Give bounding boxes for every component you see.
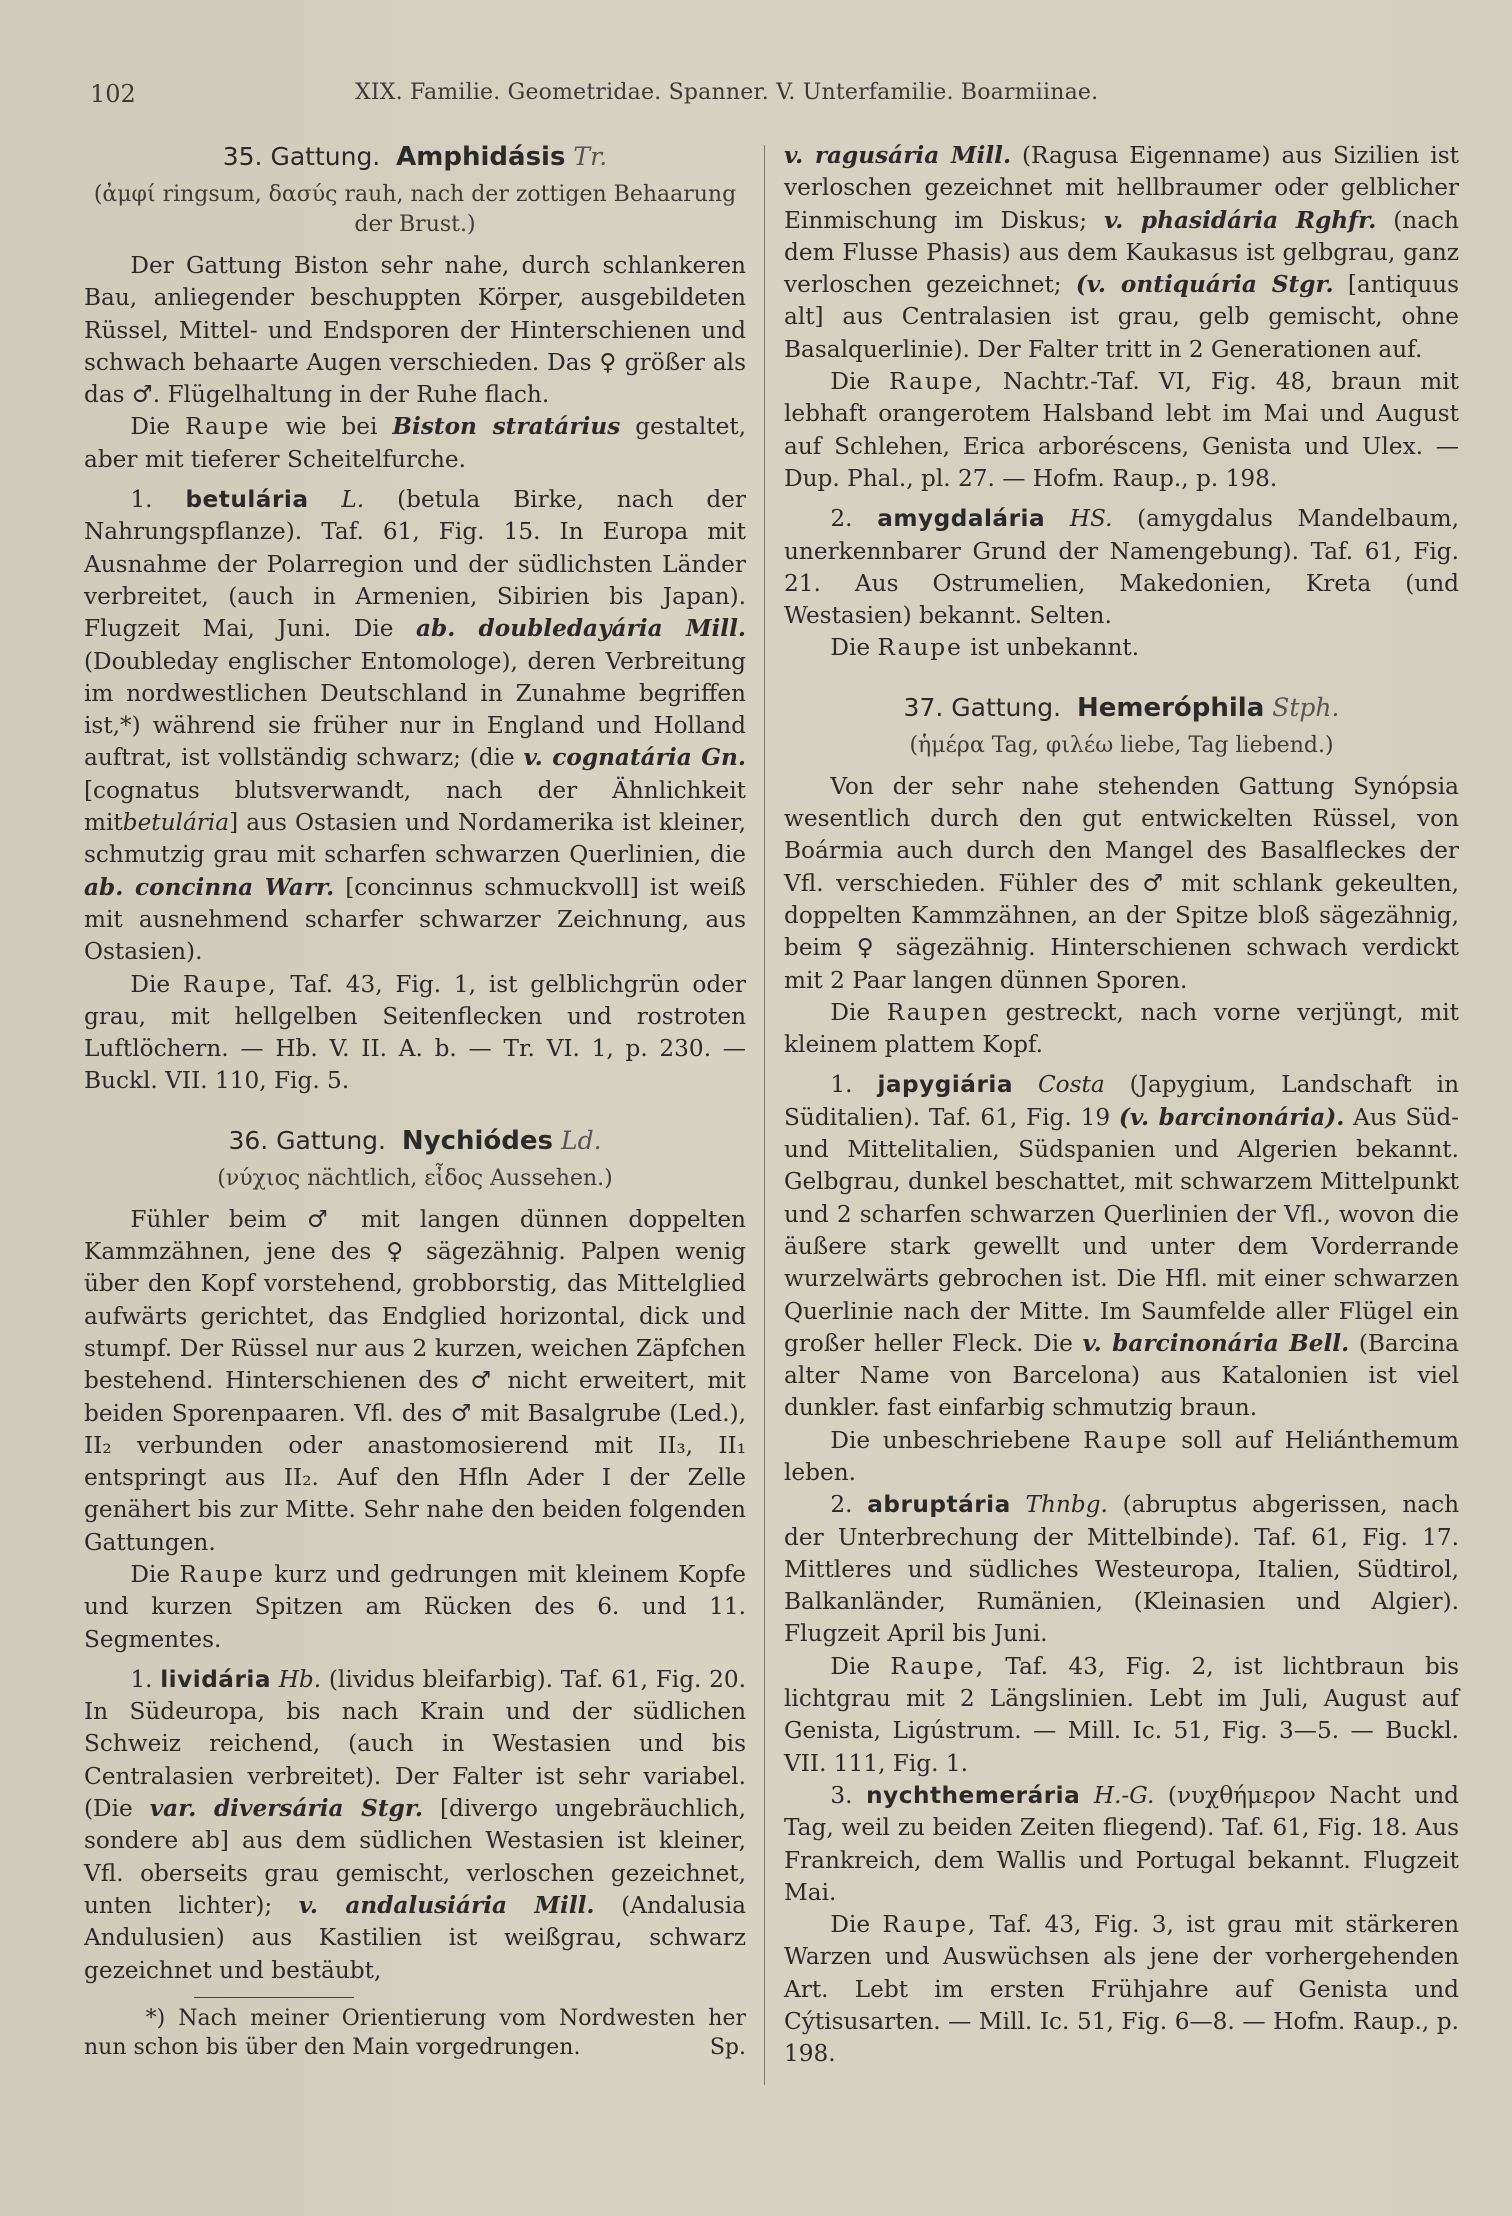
species-entry-nychthemeraria <box>784 1780 1459 1909</box>
page-number: 102 <box>90 80 136 108</box>
variety-name: v. cognatária Gn. <box>523 744 746 772</box>
species-number: 3. <box>830 1781 853 1809</box>
continuation-lividaria <box>784 140 1459 366</box>
species-author: L. <box>341 486 365 514</box>
species-entry-abruptaria <box>784 1489 1459 1650</box>
genus-larva-37 <box>784 997 1459 1062</box>
species-name: nychthemerária <box>866 1781 1081 1809</box>
text-span: Aus Süd- und Mittelitalien, Südspanien und Algerien bekannt. Gelbgrau, dunkel beschattet, mit schwarzem Mittelpunkt und 2 scharfen schwarzen Querlinien der Vfl., wovon die äußere stark gewellt und unter dem Vorderrande wurzelwärts gebrochen ist. Die Hfl. mit einer schwarzen Querlinie nach der Mitte. Im Saumfelde aller Flügel ein großer heller Fleck. Die <box>784 1103 1459 1357</box>
species-number: 1. <box>830 1071 853 1099</box>
species-entry-lividaria <box>84 1664 746 1987</box>
genus-number: 37. Gattung. <box>903 692 1062 722</box>
right-column <box>784 140 1459 2071</box>
text-span: Die <box>830 368 871 396</box>
text-span: wie bei <box>285 413 378 441</box>
variety-name: v. phasidária Rghfr. <box>1104 206 1377 234</box>
text-span: Taf. 43, Fig. 3, ist grau mit stärkeren Warzen und Auswüchsen als jene der vorhergehenden Art. Lebt im ersten Frühjahre auf Genista und Cýtisusarten. — Mill. Ic. 51, Fig. 6—8. — Hofm. Raup., p. 198. <box>784 1911 1460 2068</box>
running-title: XIX. Familie. Geometridae. Spanner. V. Unterfamilie. Boarmiinae. <box>355 80 1099 105</box>
text-span: Die <box>830 634 871 662</box>
species-larva-lividaria <box>784 366 1459 495</box>
variety-name: v. andalusiária Mill. <box>298 1891 595 1919</box>
text-span: (νυχθήμερον Nacht und Tag, weil zu beiden Zeiten fliegend). Taf. 61, Fig. 18. Aus Frankreich, dem Wallis und Portugal bekannt. Flugzeit Mai. <box>784 1781 1459 1906</box>
genus-name: Hemeróphila <box>1076 692 1265 723</box>
text-span: (Doubleday englischer Entomologe), deren Verbreitung im nordwestlichen Deutschland in Zunahme begriffen ist,*) während sie früher nur in England und Holland auftrat, ist vollständig schwarz; (die <box>84 647 746 772</box>
genus-description-36: Fühler beim ♂ mit langen dünnen doppelten Kammzähnen, jene des ♀ sägezähnig. Palpen wenig über den Kopf vorstehend, grobborstig, das Mittelglied aufwärts gerichtet, das Endglied horizontal, dick und stumpf. Der Rüssel nur aus 2 kurzen, weichen Zäpfchen bestehend. Hinterschienen des ♂ nicht erweitert, mit beiden Sporenpaaren. Vfl. des ♂ mit Basalgrube (Led.), II₂ verbunden oder anastomosierend mit II₃, II₁ entspringt aus II₂. Auf den Hfln Ader I der Zelle genähert bis zur Mitte. Sehr nahe den beiden folgenden Gattungen. <box>84 1205 746 1556</box>
species-author: HS. <box>1069 505 1113 533</box>
species-entry-betularia <box>84 484 746 968</box>
text-span: gestaltet, aber mit tieferer Scheitelfurche. <box>84 413 747 473</box>
species-name: betulária <box>185 486 309 514</box>
genus-description-37: Von der sehr nahe stehenden Gattung Synópsia wesentlich durch den gut entwickelten Rüssel, von Boármia auch durch den Mangel des Basalfleckes der Vfl. verschieden. Fühler des ♂ mit schlank gekeulten, doppelten Kammzähnen, an der Spitze bloß sägezähnig, beim ♀ sägezähnig. Hinterschienen schwach verdickt mit 2 Paar langen dünnen Sporen. <box>784 772 1459 994</box>
larva-term: Raupe, <box>889 368 984 396</box>
text-span: [concinnus schmuckvoll] ist weiß mit ausnehmend scharfer schwarzer Zeichnung, aus Ostasien). <box>84 873 746 966</box>
text-span: (lividus bleifarbig). Taf. 61, Fig. 20. In Südeuropa, bis nach Krain und der südlichen Schweiz reichend, (auch in Westasien und bis Centralasien verbreitet). Der Falter ist sehr variabel. (Die <box>84 1665 746 1823</box>
genus-name: Amphidásis <box>396 142 566 172</box>
genus-number: 35. Gattung. <box>222 142 381 171</box>
species-name: japygiária <box>877 1071 1013 1099</box>
larva-term: Raupe, <box>882 1911 978 1939</box>
text-span: kurz und gedrungen mit kleinem Kopfe und kurzen Spitzen am Rücken des 6. und 11. Segmentes. <box>84 1560 746 1653</box>
species-author: H.-G. <box>1093 1781 1155 1809</box>
genus-etymology-37: (ἡμέρα Tag, φιλέω liebe, Tag liebend.) <box>909 732 1334 758</box>
genus-number: 36. Gattung. <box>228 1125 386 1155</box>
genus-heading-37 <box>784 691 1459 725</box>
text-span: Die <box>130 970 171 998</box>
species-larva-nychthemeraria <box>784 1909 1459 2070</box>
genus-larva-35 <box>84 411 746 476</box>
footnote-text: *) Nach meiner Orientierung vom Nordwesten her nun schon bis über den Main vorgedrungen. <box>84 2005 746 2060</box>
text-span: (Japygium, Landschaft in Süditalien). Taf. 61, Fig. 19 <box>784 1071 1460 1131</box>
text-span: Die <box>130 1560 171 1588</box>
genus-heading-35 <box>84 140 746 174</box>
text-span: (betula Birke, nach der Nahrungspflanze). Taf. 61, Fig. 15. In Europa mit Ausnahme der Polarregion und der südlichsten Länder verbreitet, (auch in Armenien, Sibirien bis Japan). Flugzeit Mai, Juni. Die <box>84 486 746 643</box>
text-span: (amygdalus Mandelbaum, unerkennbarer Grund der Namengebung). Taf. 61, Fig. 21. Aus Ostrumelien, Makedonien, Kreta (und Westasien) bekannt. Selten. <box>784 505 1459 630</box>
species-entry-japygiaria <box>784 1069 1459 1424</box>
genus-larva-36 <box>84 1559 746 1656</box>
genus-author: Tr. <box>573 142 608 171</box>
text-span: Nachtr.-Taf. VI, Fig. 48, braun mit lebhaft orangerotem Halsband lebt im Mai und August auf Schlehen, Erica arboréscens, Genista und Ulex. — Dup. Phal., pl. 27. — Hofm. Raup., p. 198. <box>784 368 1459 492</box>
genus-etymology-35: (ἀμφί ringsum, δασύς rauh, nach der zottigen Behaarung der Brust.) <box>93 182 737 237</box>
text-span: Die <box>830 1652 871 1680</box>
species-larva-betularia <box>84 969 746 1098</box>
aberration-name: ab. concinna Warr. <box>84 873 335 901</box>
taxon-ref: betulária <box>122 809 230 837</box>
text-span: (Ragusa Eigenname) aus Sizilien ist verloschen gezeichnet mit hellbraumer oder gelblicher Einmischung im Diskus; <box>784 142 1459 234</box>
larva-term: Raupe <box>179 1560 265 1588</box>
species-name: amygdalária <box>877 505 1046 533</box>
text-span: [antiquus alt] aus Centralasien ist grau, gelb gemischt, ohne Basalquerlinie). Der Falter tritt in 2 Generationen auf. <box>784 271 1460 363</box>
text-span: Die <box>830 998 871 1026</box>
text-span: Die <box>830 1911 871 1939</box>
larva-term: Raupe <box>185 413 271 441</box>
species-author: Thnbg. <box>1025 1491 1108 1519</box>
species-number: 2. <box>830 1491 853 1519</box>
genus-heading-36 <box>84 1124 746 1158</box>
text-span: [cognatus blutsverwandt, nach der Ähnlichkeit mit <box>84 776 746 837</box>
larva-term: Raupe, <box>182 970 278 998</box>
text-span: ist unbekannt. <box>970 634 1140 662</box>
larva-term: Raupen <box>886 998 989 1026</box>
text-span: Die unbeschriebene <box>830 1426 1071 1454</box>
species-larva-abruptaria <box>784 1651 1459 1780</box>
species-entry-amygdalaria <box>784 503 1459 632</box>
text-span: [divergo ungebräuchlich, sondere ab] aus dem südlichen Westasien ist kleiner, Vfl. oberseits grau gemischt, verloschen gezeichnet, unten lichter); <box>84 1795 747 1919</box>
taxon-ref: Biston stratárius <box>392 413 621 441</box>
column-divider <box>764 145 765 2085</box>
genus-author: Stph. <box>1272 692 1340 722</box>
species-name: lividária <box>160 1665 271 1693</box>
species-number: 1. <box>130 486 153 514</box>
variety-name: var. diversária Stgr. <box>149 1795 424 1823</box>
aberration-name: ab. doubledayária Mill. <box>416 615 746 643</box>
text-span: (abruptus abgerissen, nach der Unterbrechung der Mittelbinde). Taf. 61, Fig. 17. Mittleres und südliches Westeuropa, Italien, Südtirol, Balkanländer, Rumänien, (Kleinasien und Algier). Flugzeit April bis Juni. <box>784 1491 1460 1648</box>
larva-term: Raupe <box>877 634 963 662</box>
species-name: abruptária <box>867 1491 1011 1519</box>
variety-name: v. ragusária Mill. <box>784 142 1012 169</box>
text-span: (Barcina alter Name von Barcelona) aus Katalonien ist viel dunkler. fast einfarbig schmutzig braun. <box>784 1329 1459 1422</box>
running-header <box>90 80 1430 108</box>
larva-term: Raupe <box>1083 1426 1169 1454</box>
genus-name: Nychiódes <box>401 1125 554 1156</box>
footnote-signature: Sp. <box>709 2034 746 2060</box>
species-larva-japygiaria <box>784 1425 1459 1490</box>
text-span: Taf. 43, Fig. 1, ist gelblichgrün oder grau, mit hellgelben Seitenflecken und rostroten Luftlöchern. — Hb. V. II. A. b. — Tr. VI. 1, p. 230. — Buckl. VII. 110, Fig. 5. <box>84 970 746 1095</box>
variety-name: v. barcinonária Bell. <box>1082 1329 1350 1357</box>
genus-etymology-36: (νύχιος nächtlich, εἶδος Aussehen.) <box>217 1165 613 1191</box>
text-span: ] aus Ostasien und Nordamerika ist kleiner, schmutzig grau mit scharfen schwarzen Querlinien, die <box>84 809 746 869</box>
species-number: 1. <box>130 1665 153 1693</box>
species-author: Hb. <box>278 1665 322 1693</box>
variety-name: (v. barcinonária). <box>1118 1103 1345 1131</box>
text-span: (Andalusia Andulusien) aus Kastilien ist weißgrau, schwarz gezeichnet und bestäubt, <box>84 1891 747 1984</box>
larva-term: Raupe, <box>890 1652 986 1680</box>
text-span: soll auf Heliánthemum leben. <box>784 1426 1460 1486</box>
species-author: Costa <box>1037 1071 1105 1099</box>
genus-description-35: Der Gattung Biston sehr nahe, durch schlankeren Bau, anliegender beschuppten Körper, ausgebildeten Rüssel, Mittel- und Endsporen der Hinterschienen und schwach behaarte Augen verschieden. Das ♀ größer als das ♂. Flügelhaltung in der Ruhe flach. <box>84 252 746 409</box>
left-column <box>84 140 746 2062</box>
genus-author: Ld. <box>560 1125 602 1155</box>
text-span: gestreckt, nach vorne verjüngt, mit kleinem plattem Kopf. <box>784 998 1460 1059</box>
species-number: 2. <box>830 505 853 533</box>
variety-name: (v. ontiquária Stgr. <box>1075 271 1334 299</box>
text-span: (nach dem Flusse Phasis) aus dem Kaukasus ist gelbgrau, ganz verloschen gezeichnet; <box>784 206 1459 299</box>
species-larva-amygdalaria <box>784 632 1459 664</box>
text-span: Die <box>130 413 171 441</box>
footnote <box>84 2004 746 2062</box>
footnote-rule <box>194 1997 354 1998</box>
text-span: Taf. 43, Fig. 2, ist lichtbraun bis lichtgrau mit 2 Längslinien. Lebt im Juli, August auf Genista, Ligústrum. — Mill. Ic. 51, Fig. 3—5. — Buckl. VII. 111, Fig. 1. <box>784 1652 1459 1777</box>
